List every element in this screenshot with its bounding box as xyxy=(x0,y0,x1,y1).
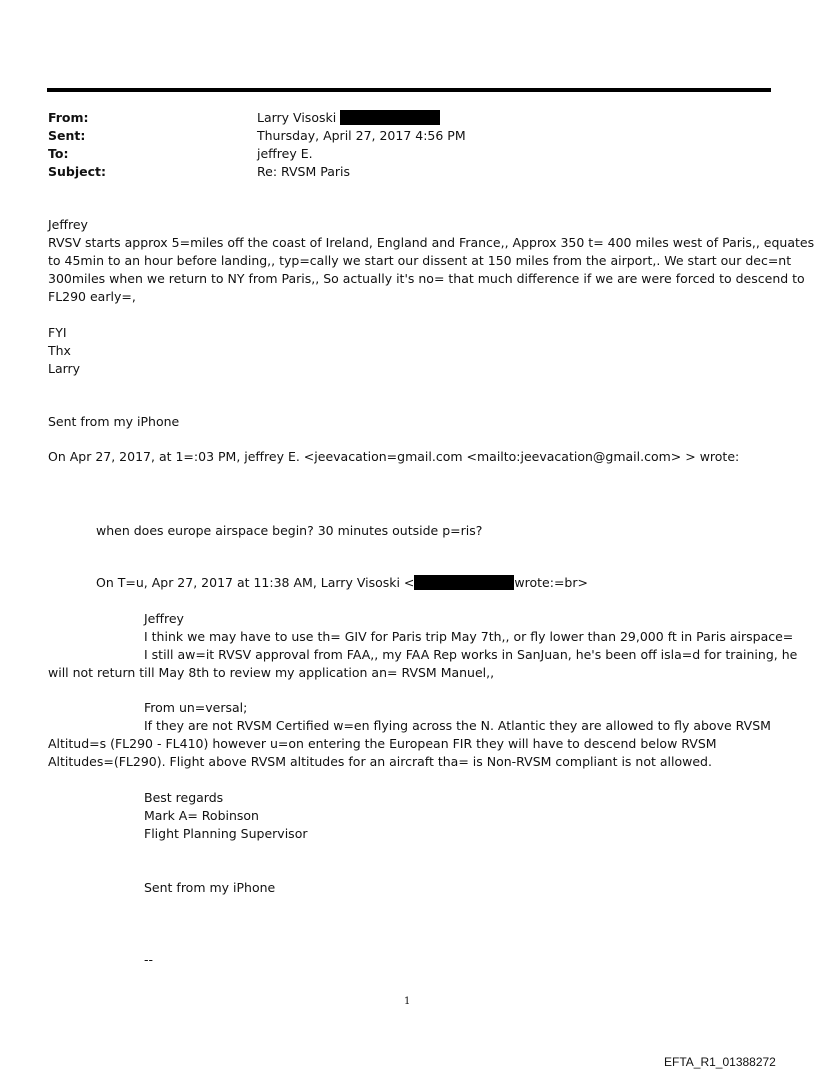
quoted-header xyxy=(96,574,588,592)
page-number: 1 xyxy=(404,996,411,1007)
redaction-box xyxy=(414,575,514,590)
to-value: jeffrey E. xyxy=(257,146,313,161)
redaction-box xyxy=(340,110,440,125)
quoted-greeting: Jeffrey xyxy=(144,611,184,626)
reply-greeting: Jeffrey xyxy=(48,217,88,232)
from-label: From: xyxy=(48,110,89,125)
subject-label: Subject: xyxy=(48,164,106,179)
quoted-line: Altitudes=(FL290). Flight above RVSM altitudes for an aircraft tha= is Non-RVSM compliant is not allowed. xyxy=(48,754,712,769)
signature-title: Flight Planning Supervisor xyxy=(144,826,308,841)
reply-fyi: FYI xyxy=(48,325,67,340)
quoted-line: will not return till May 8th to review my application an= RVSM Manuel,, xyxy=(48,665,495,680)
signature-name: Mark A= Robinson xyxy=(144,808,259,823)
header-rule xyxy=(47,88,771,92)
reply-body-line: FL290 early=, xyxy=(48,289,136,304)
from-value xyxy=(257,109,440,127)
quoted-question: when does europe airspace begin? 30 minutes outside p=ris? xyxy=(96,523,483,538)
quoted-sent-from: Sent from my iPhone xyxy=(144,880,276,895)
reply-body-line: to 45min to an hour before landing,, typ=cally we start our dissent at 150 miles from the airport,. We start our dec=nt xyxy=(48,253,792,268)
signature-dashes: -- xyxy=(144,952,154,967)
reply-body-line: RVSV starts approx 5=miles off the coast of Ireland, England and France,, Approx 350 t= 400 miles west of Paris,, equates xyxy=(48,235,815,250)
to-label: To: xyxy=(48,146,69,161)
quoted-line: I still aw=it RVSV approval from FAA,, my FAA Rep works in SanJuan, he's been off isla=d for training, he xyxy=(144,647,798,662)
reply-name: Larry xyxy=(48,361,81,376)
signature-regards: Best regards xyxy=(144,790,224,805)
quoted-header-suffix: wrote:=br> xyxy=(514,575,588,590)
quoted-header-prefix: On T=u, Apr 27, 2017 at 11:38 AM, Larry Visoski < xyxy=(96,575,415,590)
quoted-from-line: From un=versal; xyxy=(144,700,248,715)
quoted-line: If they are not RVSM Certified w=en flying across the N. Atlantic they are allowed to fly above RVSM xyxy=(144,718,771,733)
bates-number: EFTA_R1_01388272 xyxy=(664,1055,776,1069)
reply-thx: Thx xyxy=(48,343,71,358)
subject-value: Re: RVSM Paris xyxy=(257,164,351,179)
quoted-line: Altitud=s (FL290 - FL410) however u=on entering the European FIR they will have to descend below RVSM xyxy=(48,736,717,751)
reply-sent-from: Sent from my iPhone xyxy=(48,414,180,429)
quote-header: On Apr 27, 2017, at 1=:03 PM, jeffrey E. <jeevacation=gmail.com <mailto:jeevacation@gmail.com> > wrote: xyxy=(48,449,740,464)
reply-body-line: 300miles when we return to NY from Paris,, So actually it's no= that much difference if we are were forced to descend to xyxy=(48,271,805,286)
from-name: Larry Visoski xyxy=(257,110,337,125)
sent-value: Thursday, April 27, 2017 4:56 PM xyxy=(257,128,466,143)
sent-label: Sent: xyxy=(48,128,86,143)
quoted-line: I think we may have to use th= GIV for Paris trip May 7th,, or fly lower than 29,000 ft in Paris airspace= xyxy=(144,629,794,644)
